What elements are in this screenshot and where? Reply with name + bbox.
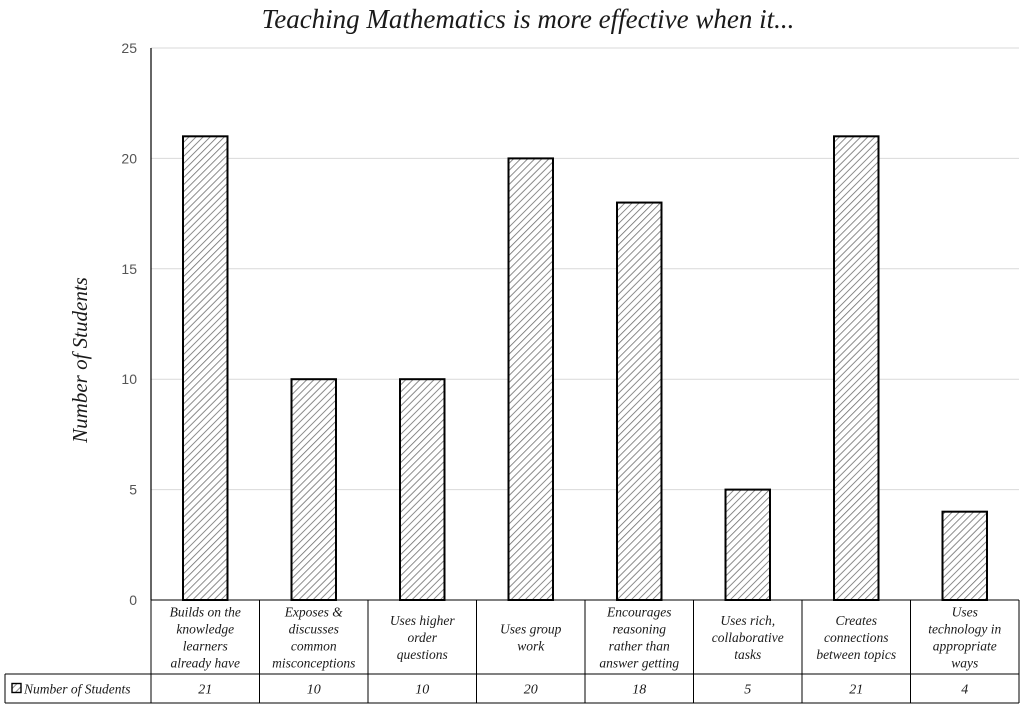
category-label — [599, 605, 679, 671]
category-label-line: order — [407, 630, 437, 645]
data-label: 18 — [632, 682, 647, 698]
bar — [617, 203, 661, 600]
category-label-line: Encourages — [607, 604, 672, 620]
category-label-line: answer getting — [599, 655, 680, 671]
category-label-line: Uses group — [500, 621, 562, 637]
y-tick-label: 25 — [121, 40, 137, 56]
y-tick-label: 0 — [129, 592, 137, 608]
data-label: 20 — [523, 682, 538, 698]
data-label: 10 — [306, 682, 321, 698]
bar — [943, 512, 987, 600]
category-label-line: knowledge — [176, 621, 235, 637]
category-label-line: common — [290, 638, 337, 654]
category-label — [390, 613, 456, 662]
data-label: 5 — [744, 682, 752, 698]
category-label-line: collaborative — [711, 630, 784, 645]
category-label-line: discusses — [288, 621, 339, 637]
bar — [400, 379, 444, 600]
bar — [726, 490, 770, 600]
category-label-line: technology in — [928, 621, 1002, 637]
category-label-line: misconceptions — [272, 655, 356, 671]
legend-label: Number of Students — [24, 681, 131, 697]
category-label — [272, 605, 355, 671]
category-label-line: Creates — [835, 613, 877, 628]
category-label — [170, 605, 241, 671]
y-axis-label: Number of Students — [68, 277, 92, 443]
data-label: 21 — [849, 682, 864, 698]
category-label-line: tasks — [734, 647, 762, 662]
category-label-line: connections — [824, 630, 889, 645]
category-label — [500, 622, 562, 654]
category-label-line: Uses — [951, 604, 978, 620]
category-label-line: Builds on the — [169, 604, 241, 620]
bar — [183, 136, 227, 600]
legend-swatch — [12, 684, 21, 693]
category-label-line: learners — [182, 638, 228, 654]
category-label-line: Uses higher — [389, 613, 455, 628]
category-label-line: between topics — [816, 647, 897, 662]
gridlines — [151, 48, 1019, 490]
category-label-line: already have — [170, 655, 241, 671]
bar — [292, 379, 336, 600]
bar — [834, 136, 878, 600]
category-label-line: work — [517, 638, 545, 654]
y-tick-label: 10 — [121, 371, 137, 388]
y-tick-label: 5 — [129, 481, 137, 498]
category-label — [928, 605, 1001, 671]
bar — [509, 158, 553, 600]
bars — [183, 136, 987, 600]
category-label-line: appropriate — [932, 638, 997, 654]
category-label — [816, 613, 896, 662]
data-label: 21 — [198, 682, 213, 698]
data-label: 4 — [961, 682, 969, 698]
y-tick-label: 20 — [121, 150, 137, 167]
category-label — [712, 613, 784, 662]
data-label: 10 — [415, 682, 430, 698]
y-tick-label: 15 — [121, 260, 137, 277]
category-label-line: Exposes & — [284, 604, 343, 620]
category-label-line: questions — [396, 647, 448, 662]
category-label-line: Uses rich, — [720, 613, 776, 628]
chart-title: Teaching Mathematics is more effective when it... — [261, 4, 795, 34]
category-label-line: rather than — [608, 638, 670, 654]
category-label-line: ways — [951, 655, 979, 671]
category-label-line: reasoning — [612, 621, 666, 637]
data-table — [5, 600, 1019, 703]
y-axis-ticks — [121, 40, 137, 608]
